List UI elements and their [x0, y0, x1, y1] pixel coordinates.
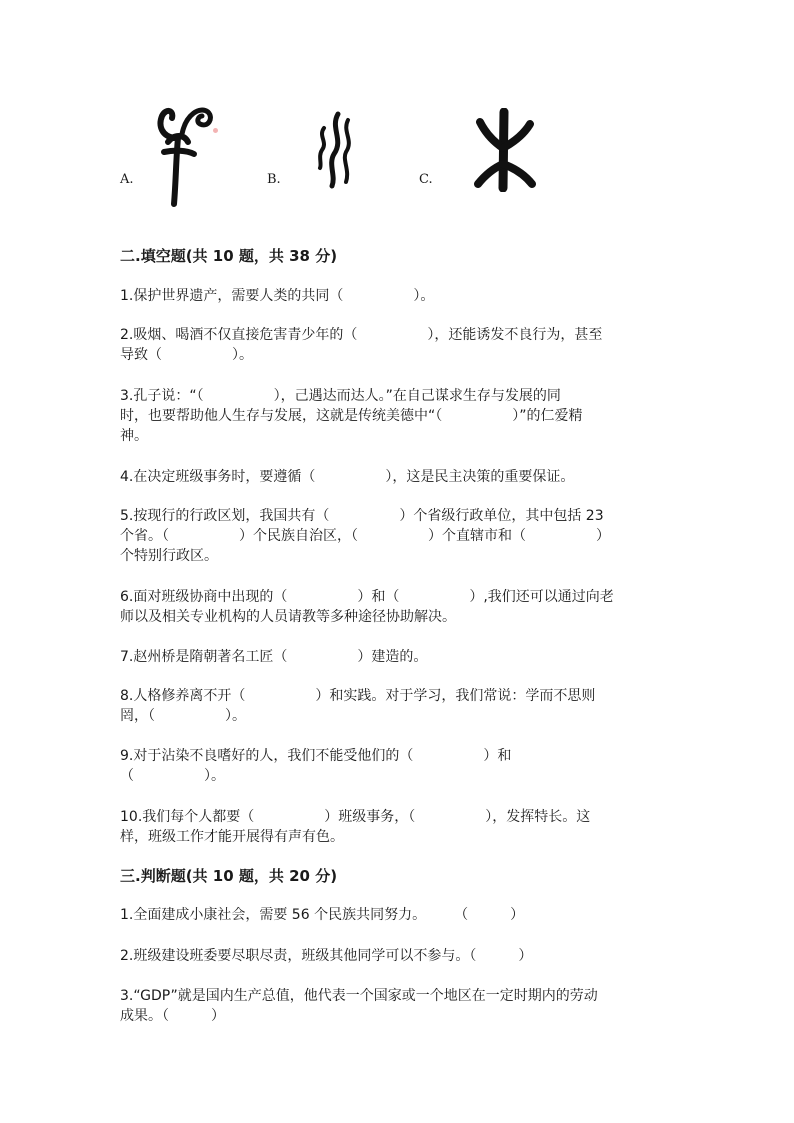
fill-question-7 — [120, 647, 680, 667]
fill-question-6 — [120, 587, 680, 627]
fill-question-9 — [120, 746, 680, 786]
fill-question-2 — [120, 325, 680, 365]
question-line: （ ）。 — [120, 768, 225, 784]
fill-question-5 — [120, 506, 680, 566]
question-line: 个省。（ ）个民族自治区，（ ）个直辖市和（ ） — [120, 528, 610, 544]
judge-question-2 — [120, 946, 680, 966]
option-b-label: B. — [267, 172, 281, 187]
section-2-title: 二.填空题(共 10 题，共 38 分) — [120, 247, 338, 265]
question-line: 6.面对班级协商中出现的（ ）和（ ）,我们还可以通过向老 — [120, 589, 614, 605]
fill-question-3 — [120, 386, 680, 446]
question-line: 3.孔子说：“（ ），己遇达而达人。”在自己谋求生存与发展的同 — [120, 388, 561, 404]
question-line: 成果。（ ） — [120, 1008, 225, 1024]
question-line: 神。 — [120, 428, 148, 444]
question-line: 1.保护世界遗产，需要人类的共同（ ）。 — [120, 288, 435, 304]
fill-question-10 — [120, 807, 680, 847]
question-line: 个特别行政区。 — [120, 548, 218, 564]
question-line: 2.班级建设班委要尽职尽责，班级其他同学可以不参与。（ ） — [120, 948, 533, 964]
option-c-label: C. — [419, 172, 433, 187]
section-3-title: 三.判断题(共 10 题，共 20 分) — [120, 867, 338, 885]
question-line: 7.赵州桥是隋朝著名工匠（ ）建造的。 — [120, 649, 428, 665]
question-line: 1.全面建成小康社会，需要 56 个民族共同努力。 （ ） — [120, 907, 525, 923]
oracle-bone-wood-glyph-icon — [472, 108, 536, 192]
question-line: 样，班级工作才能开展得有声有色。 — [120, 829, 344, 845]
question-line: 8.人格修养离不开（ ）和实践。对于学习，我们常说：学而不思则 — [120, 688, 596, 704]
question-line: 4.在决定班级事务时，要遵循（ ），这是民主决策的重要保证。 — [120, 469, 575, 485]
question-line: 罔，（ ）。 — [120, 708, 246, 724]
judge-question-1 — [120, 905, 680, 925]
question-line: 2.吸烟、喝酒不仅直接危害青少年的（ ），还能诱发不良行为，甚至 — [120, 327, 603, 343]
fill-question-4 — [120, 467, 680, 487]
oracle-bone-sheep-glyph-icon — [152, 98, 214, 208]
oracle-bone-water-glyph-icon — [316, 110, 356, 190]
question-line: 3.“GDP”就是国内生产总值，他代表一个国家或一个地区在一定时期内的劳动 — [120, 988, 598, 1004]
question-line: 10.我们每个人都要（ ）班级事务，（ ），发挥特长。这 — [120, 809, 591, 825]
question-line: 9.对于沾染不良嗜好的人，我们不能受他们的（ ）和 — [120, 748, 512, 764]
question-line: 5.按现行的行政区划，我国共有（ ）个省级行政单位，其中包括 23 — [120, 508, 604, 524]
fill-question-8 — [120, 686, 680, 726]
pink-dot — [213, 128, 218, 133]
question-line: 时，也要帮助他人生存与发展，这就是传统美德中“（ ）”的仁爱精 — [120, 408, 583, 424]
judge-question-3 — [120, 986, 680, 1026]
question-line: 导致（ ）。 — [120, 347, 253, 363]
fill-question-1 — [120, 286, 680, 306]
option-a-label: A. — [120, 172, 134, 187]
question-line: 师以及相关专业机构的人员请教等多种途径协助解决。 — [120, 609, 456, 625]
